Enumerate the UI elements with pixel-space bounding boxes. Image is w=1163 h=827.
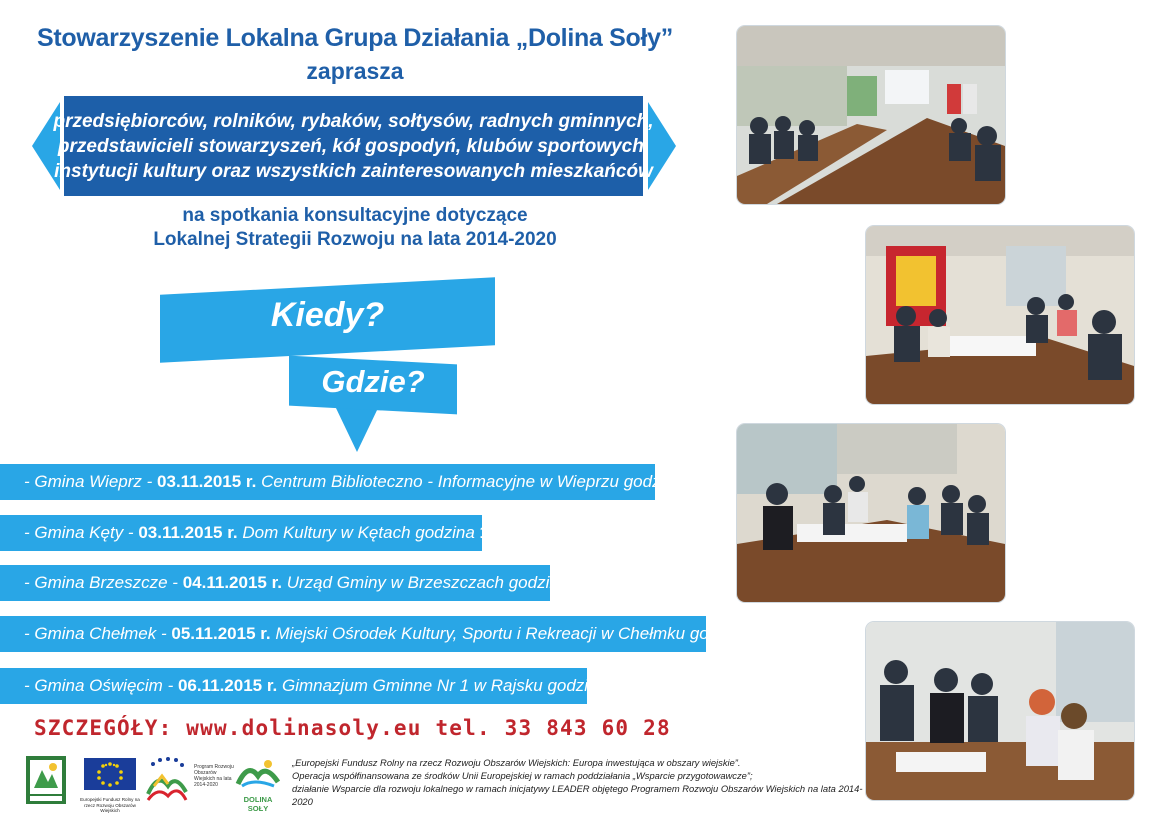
schedule-time: 16.00 — [754, 624, 797, 643]
consultation-text — [0, 204, 710, 252]
meeting-photo-1 — [737, 26, 1005, 204]
eu-fund-caption: Europejski Fundusz Rolny na rzecz Rozwoju Obszarów Wiejskich — [80, 797, 140, 813]
leader-logo — [26, 756, 66, 804]
consultation-line-1: na spotkania konsultacyjne dotyczące — [182, 205, 528, 226]
schedule-commune: - Gmina Kęty - — [24, 523, 134, 542]
audience-line: instytucji kultury oraz wszystkich zainteresowanych mieszkańców — [54, 160, 653, 182]
prow-caption: Program Rozwoju Obszarów Wiejskich na lata 2014-2020 — [194, 764, 234, 788]
meeting-photo-4 — [866, 622, 1134, 800]
footnote-line-2: Operacja współfinansowana ze środków Unii Europejskiej w ramach poddziałania „Wsparcie przygotowawcze”; — [292, 770, 753, 781]
schedule-item — [0, 515, 523, 551]
contact-details: SZCZEGÓŁY: www.dolinasoly.eu tel. 33 843 60 28 — [34, 716, 671, 740]
footnote-line-1: „Europejski Fundusz Rolny na rzecz Rozwoju Obszarów Wiejskich: Europa inwestująca w obszary wiejskie”. — [292, 757, 741, 768]
when-label: Kiedy? — [270, 296, 385, 334]
schedule-date: 04.11.2015 r. — [182, 573, 282, 592]
poster-title: Stowarzyszenie Lokalna Grupa Działania „Dolina Soły” — [37, 24, 673, 52]
schedule-date: 03.11.2015 r. — [138, 523, 238, 542]
schedule-commune: - Gmina Brzeszcze - — [24, 573, 178, 592]
schedule-time: 12.00 — [688, 472, 731, 491]
poster-subtitle: zaprasza — [306, 58, 404, 84]
footnote-line-3: działanie Wsparcie dla rozwoju lokalnego w ramach inicjatywy LEADER objętego Programem Rozwoju Obszarów Wiejskich na lata 2014-2020 — [292, 783, 863, 807]
schedule-item — [0, 464, 731, 500]
schedule-date: 05.11.2015 r. — [171, 624, 271, 643]
eu-flag-logo — [78, 756, 142, 812]
audience-line: przedstawicieli stowarzyszeń, kół gospodyń, klubów sportowych, — [57, 135, 650, 157]
where-label: Gdzie? — [321, 364, 425, 399]
schedule-place: Urząd Gminy w Brzeszczach godzina — [286, 573, 569, 592]
where-ribbon-tail — [335, 406, 379, 452]
schedule-item — [0, 565, 616, 601]
schedule-place: Gimnazjum Gminne Nr 1 w Rajsku godzina — [281, 676, 607, 695]
schedule-date: 06.11.2015 r. — [177, 676, 278, 695]
dolina-soly-name: DOLINA SOŁY — [243, 795, 273, 813]
schedule-date: 03.11.2015 r. — [157, 472, 257, 491]
meeting-photo-2 — [866, 226, 1134, 404]
audience-line: przedsiębiorców, rolników, rybaków, sołtysów, radnych gminnych, — [53, 110, 654, 132]
schedule-commune: - Gmina Oświęcim - — [24, 676, 174, 695]
schedule-time: 16.00 — [611, 676, 655, 695]
schedule-place: Dom Kultury w Kętach godzina — [242, 523, 475, 542]
meeting-photo-3 — [737, 424, 1005, 602]
schedule-time: 16.00 — [573, 573, 616, 592]
schedule-item — [0, 616, 797, 652]
schedule-item — [0, 668, 655, 704]
schedule-commune: - Gmina Chełmek - — [24, 624, 167, 643]
audience-banner — [53, 96, 654, 196]
funding-footnote — [292, 756, 872, 808]
dolina-soly-logo — [234, 756, 282, 813]
schedule-place: Miejski Ośrodek Kultury, Sportu i Rekreacji w Chełmku godzina — [275, 624, 750, 643]
schedule-place: Centrum Biblioteczno - Informacyjne w Wieprzu godzina — [261, 472, 684, 491]
schedule-time: 16.00 — [479, 523, 523, 542]
prow-star-logo — [142, 756, 192, 806]
consultation-line-2: Lokalnej Strategii Rozwoju na lata 2014-2020 — [153, 229, 557, 250]
schedule-commune: - Gmina Wieprz - — [24, 472, 153, 491]
